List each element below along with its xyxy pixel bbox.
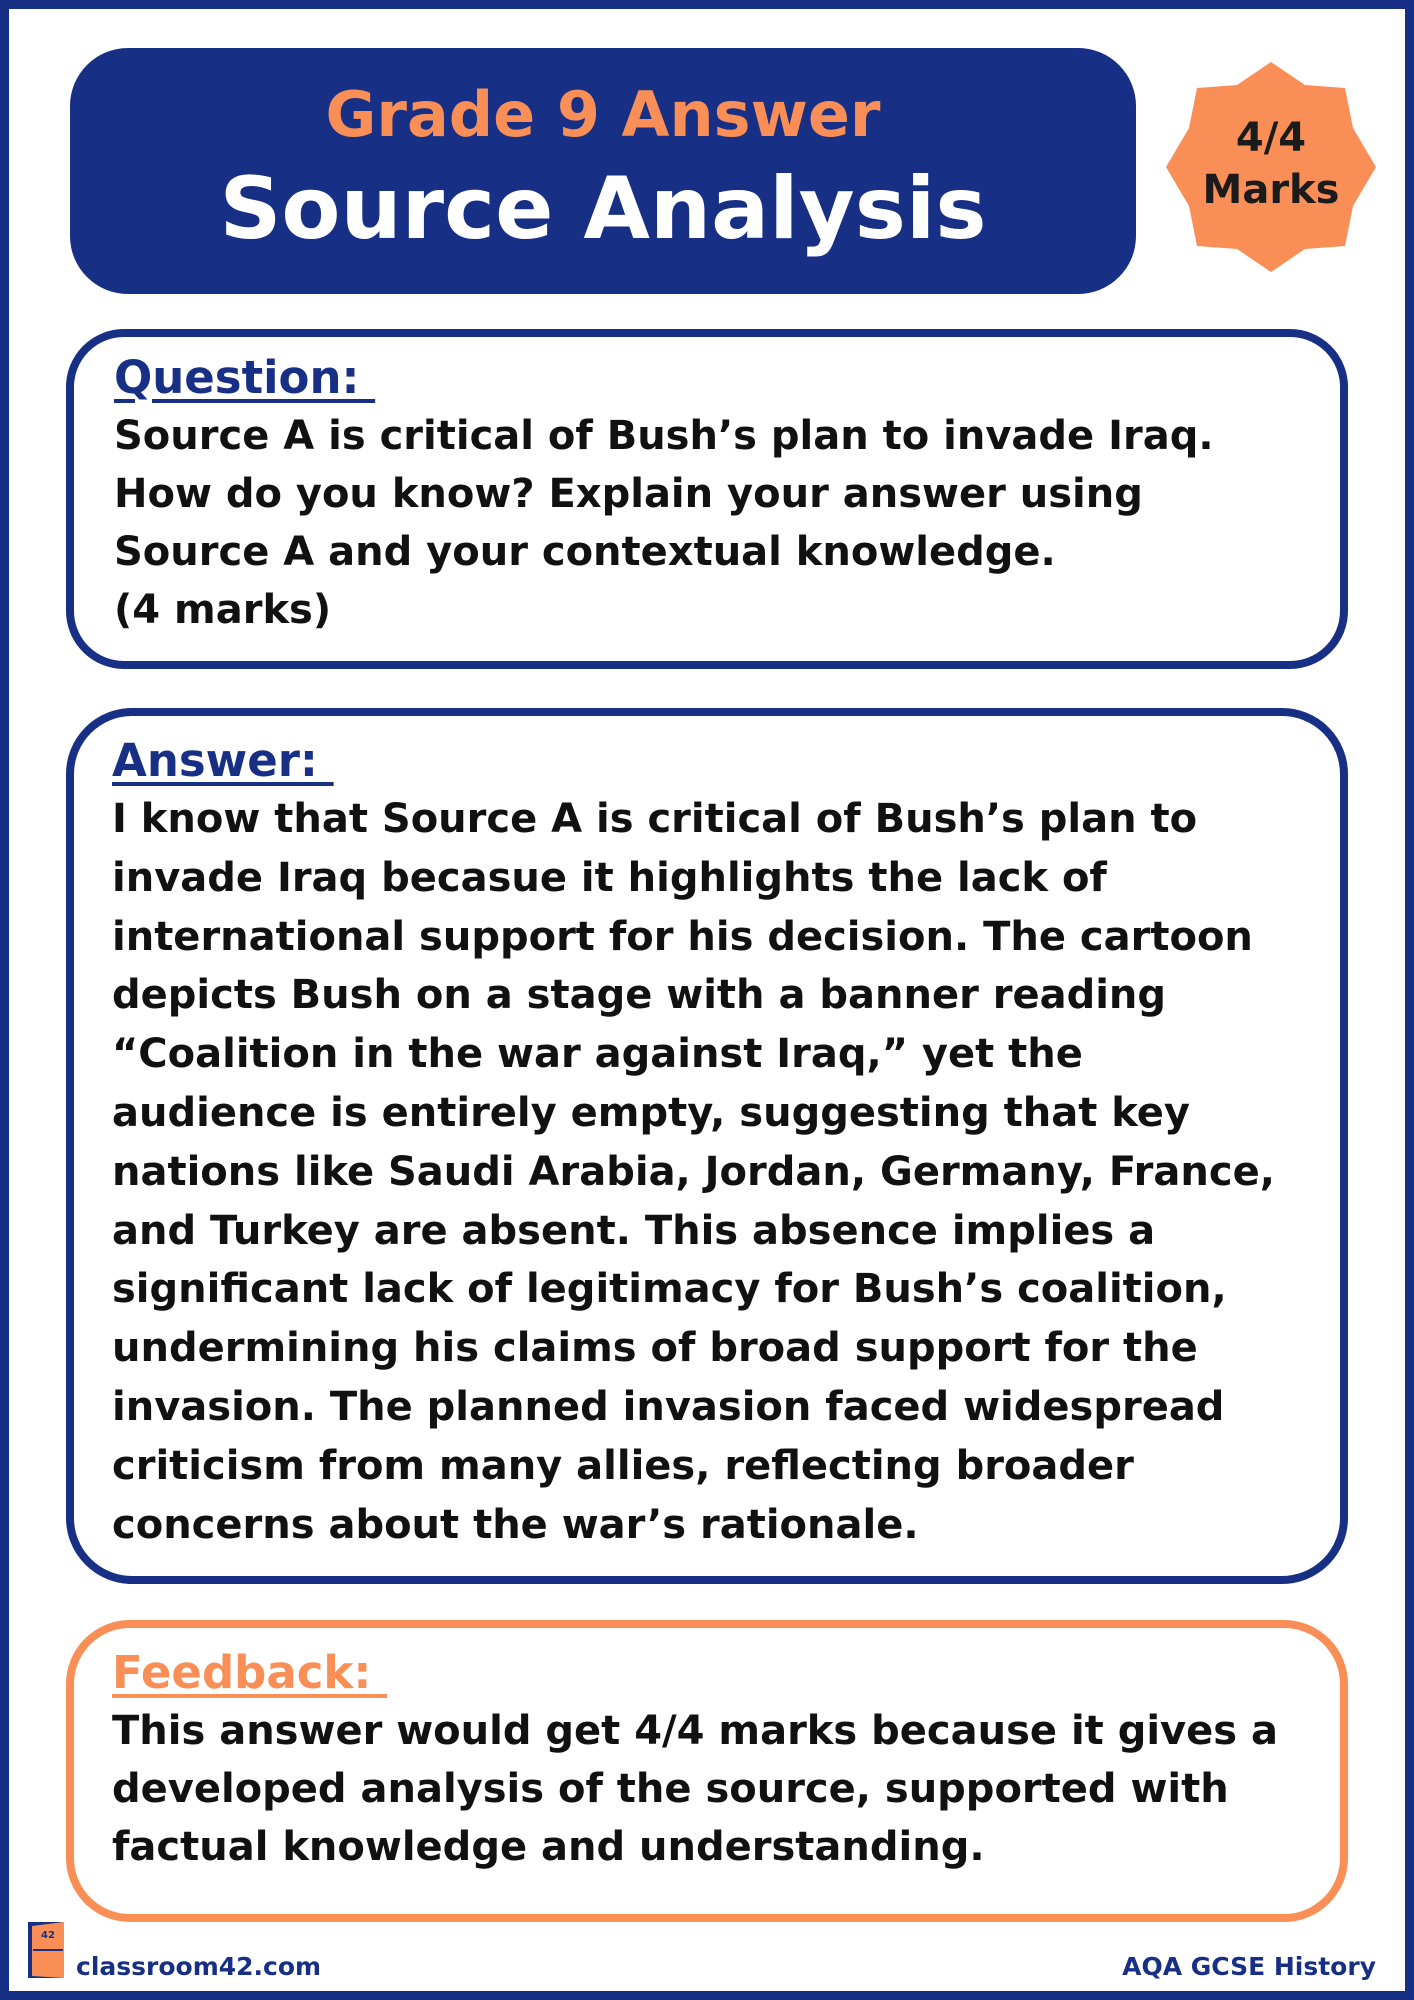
question-body: Source A is critical of Bush’s plan to invade Iraq. How do you know? Explain your answer using Source A and your contextual knowledge. xyxy=(114,413,1214,575)
question-panel xyxy=(66,329,1348,669)
door-logo-icon xyxy=(24,1920,72,1980)
answer-label: Answer: xyxy=(112,734,334,787)
question-label: Question: xyxy=(114,351,376,404)
question-text xyxy=(114,407,1294,639)
footer-course: AQA GCSE History xyxy=(1122,1952,1376,1981)
footer-site[interactable]: classroom42.com xyxy=(76,1952,322,1981)
question-marks: (4 marks) xyxy=(114,587,332,633)
feedback-panel xyxy=(66,1620,1348,1922)
feedback-text: This answer would get 4/4 marks because it gives a developed analysis of the source, supported with factual knowledge and understanding. xyxy=(112,1708,1278,1870)
badge-unit: Marks xyxy=(1202,167,1340,213)
answer-text: I know that Source A is critical of Bush’s plan to invade Iraq becasue it highlights the lack of international support for his decision. The cartoon depicts Bush on a stage with a banner reading “Coalition in the war against Iraq,” yet the audience is entirely empty, suggesting that key nations like Saudi Arabia, Jordan, Germany, France, and Turkey are absent. This absence implies a significant lack of legitimacy for Bush’s coalition, undermining his claims of broad support for the invasion. The planned invasion faced widespread criticism from many allies, reflecting broader concerns about the war’s rationale. xyxy=(112,796,1275,1548)
feedback-label: Feedback: xyxy=(112,1646,388,1699)
header-banner xyxy=(70,48,1136,294)
header-subtitle: Grade 9 Answer xyxy=(325,78,881,151)
logo-number: 42 xyxy=(41,1930,55,1941)
answer-panel xyxy=(66,708,1348,1584)
marks-badge xyxy=(1166,62,1376,272)
marks-text xyxy=(1166,112,1376,216)
page-title: Source Analysis xyxy=(219,159,987,259)
badge-score: 4/4 xyxy=(1235,115,1307,161)
